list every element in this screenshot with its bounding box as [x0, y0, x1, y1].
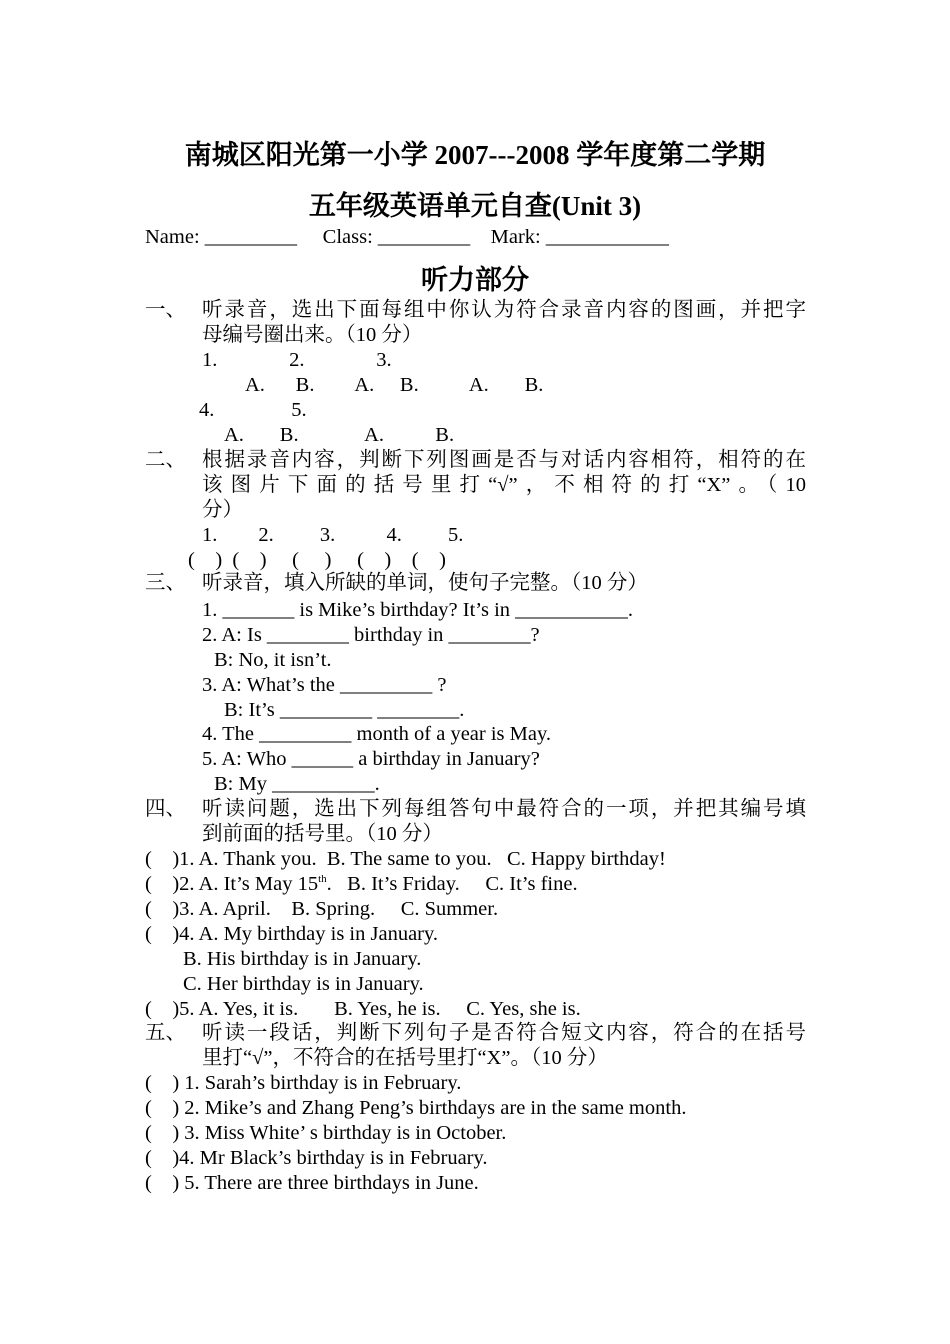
- section-4-instruction-line-2: 到前面的括号里。（10 分）: [202, 823, 443, 845]
- section-2-instruction-line-1: 根据录音内容，判断下列图画是否与对话内容相符，相符的在: [202, 449, 806, 471]
- section-3-question-3b: B: It’s _________ ________.: [224, 699, 465, 721]
- section-5-instruction-line-1: 听读一段话，判断下列句子是否符合短文内容，符合的在括号: [202, 1022, 806, 1044]
- section-2-instruction-line-3: 分）: [202, 499, 243, 521]
- section-4-question-4b: B. His birthday is in January.: [183, 948, 422, 970]
- section-3-instruction: 听录音，填入所缺的单词，使句子完整。（10 分）: [202, 572, 648, 594]
- section-2-picture-numbers: 1. 2. 3. 4. 5.: [202, 524, 464, 546]
- listening-section-title: 听力部分: [421, 265, 529, 295]
- section-3-question-3a: 3. A: What’s the _________ ?: [202, 674, 447, 696]
- section-1-options-row-2: A. B. A. B.: [224, 424, 455, 446]
- section-4-question-2: [145, 872, 578, 897]
- section-3-question-2a: 2. A: Is ________ birthday in ________?: [202, 624, 540, 646]
- ordinal-suffix: th: [318, 873, 327, 886]
- section-4-number: 四、: [145, 798, 186, 820]
- section-4-question-2-text: ( )2. A. It’s May 15: [145, 873, 319, 895]
- student-info-line: Name: _________ Class: _________ Mark: ____________: [145, 226, 669, 248]
- section-1-picture-numbers-row-2: 4. 5.: [199, 399, 307, 421]
- section-1-number: 一、: [145, 299, 186, 321]
- section-5-instruction-line-2: 里打“√”，不符合的在括号里打“X”。（10 分）: [202, 1047, 608, 1069]
- section-1-instruction-line-1: 听录音，选出下面每组中你认为符合录音内容的图画，并把字: [202, 299, 806, 321]
- section-5-statement-4: ( )4. Mr Black’s birthday is in February.: [145, 1147, 488, 1169]
- section-2-instruction-line-2: 该图片下面的括号里打“√”，不相符的打“X”。（10: [202, 474, 806, 496]
- section-3-question-5a: 5. A: Who ______ a birthday in January?: [202, 748, 540, 770]
- section-3-number: 三、: [145, 572, 186, 594]
- section-4-question-4c: C. Her birthday is in January.: [183, 973, 424, 995]
- section-1-instruction-line-2: 母编号圈出来。（10 分）: [202, 324, 423, 346]
- section-2-number: 二、: [145, 449, 186, 471]
- section-4-question-3: ( )3. A. April. B. Spring. C. Summer.: [145, 898, 499, 920]
- section-1-options-row-1: A. B. A. B. A. B.: [245, 374, 544, 396]
- section-4-question-4a: ( )4. A. My birthday is in January.: [145, 923, 439, 945]
- section-4-question-1: ( )1. A. Thank you. B. The same to you. C. Happy birthday!: [145, 848, 666, 870]
- section-1-picture-numbers-row-1: 1. 2. 3.: [202, 349, 392, 371]
- section-3-question-5b: B: My __________.: [214, 773, 380, 795]
- section-4-instruction-line-1: 听读问题，选出下列每组答句中最符合的一项，并把其编号填: [202, 798, 806, 820]
- section-5-statement-3: ( ) 3. Miss White’ s birthday is in October.: [145, 1122, 507, 1144]
- section-5-statement-5: ( ) 5. There are three birthdays in June.: [145, 1172, 479, 1194]
- section-5-number: 五、: [145, 1022, 186, 1044]
- section-3-question-4: 4. The _________ month of a year is May.: [202, 723, 552, 745]
- section-5-statement-2: ( ) 2. Mike’s and Zhang Peng’s birthdays are in the same month.: [145, 1097, 687, 1119]
- section-3-question-2b: B: No, it isn’t.: [214, 649, 332, 671]
- unit-title: 五年级英语单元自查(Unit 3): [308, 191, 642, 221]
- section-4-question-2-options: . B. It’s Friday. C. It’s fine.: [326, 873, 578, 895]
- section-3-question-1: 1. _______ is Mike’s birthday? It’s in ___________.: [202, 599, 634, 621]
- section-4-question-5: ( )5. A. Yes, it is. B. Yes, he is. C. Yes, she is.: [145, 998, 581, 1020]
- section-5-statement-1: ( ) 1. Sarah’s birthday is in February.: [145, 1072, 462, 1094]
- school-title: 南城区阳光第一小学 2007---2008 学年度第二学期: [184, 140, 766, 170]
- section-2-answer-brackets: ( ) ( ) ( ) ( ) ( ): [188, 549, 446, 571]
